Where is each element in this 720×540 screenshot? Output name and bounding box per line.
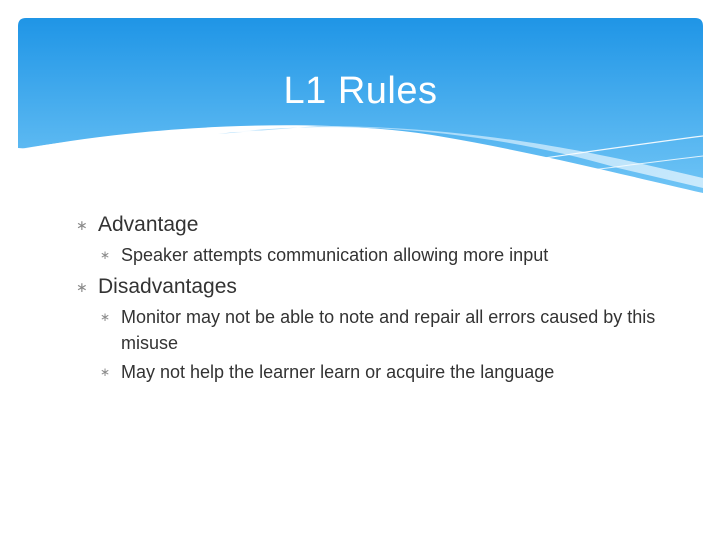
bullet-label: Disadvantages [98,275,237,298]
slide-title: L1 Rules [283,70,438,112]
bullet-disadvantages [76,274,676,300]
title-banner [18,18,703,198]
asterisk-bullet-icon: ∗ [100,310,111,324]
bullet-label: Advantage [98,213,199,236]
sub-bullet [76,359,676,385]
bullet-advantage [76,212,676,238]
asterisk-bullet-icon: ∗ [100,365,111,379]
sub-bullet-text: May not help the learner learn or acquire the language [121,362,555,382]
sub-bullet-text: Monitor may not be able to note and repair all errors caused by this misuse [121,307,656,353]
asterisk-bullet-icon: ∗ [76,279,88,295]
sub-bullet [76,242,676,268]
slide-body [76,212,676,385]
asterisk-bullet-icon: ∗ [100,248,111,262]
sub-bullet-text: Speaker attempts communication allowing more input [121,245,549,265]
asterisk-bullet-icon: ∗ [76,217,88,233]
sub-bullet [76,304,661,356]
